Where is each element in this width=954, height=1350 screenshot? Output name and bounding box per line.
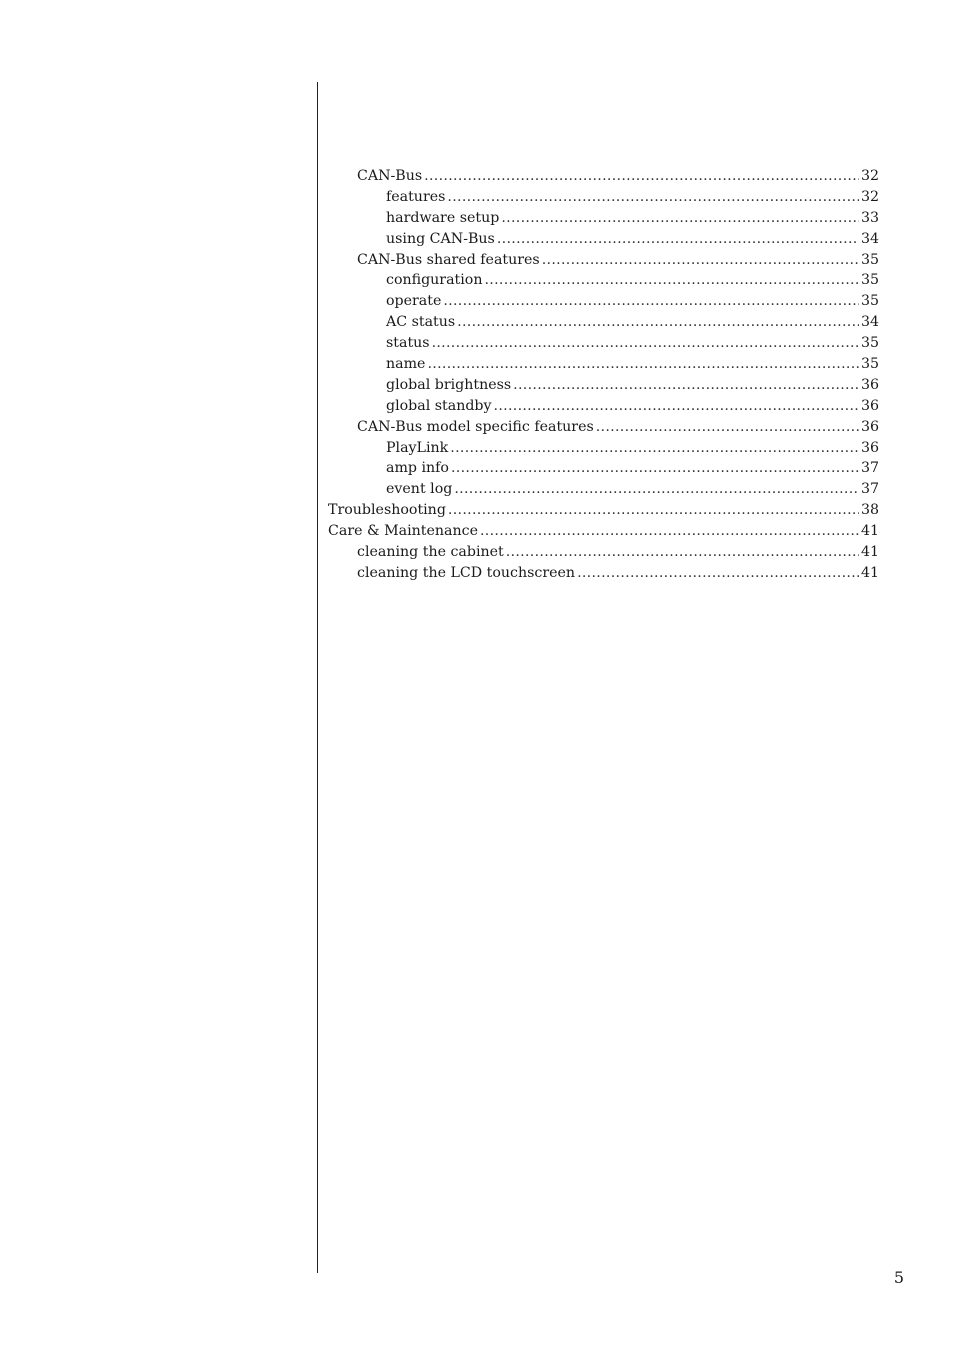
toc-dot-leader (457, 312, 859, 333)
toc-entry-page: 41 (860, 564, 879, 581)
toc-dot-leader (501, 208, 859, 229)
toc-entry-title: amp info (386, 460, 449, 477)
toc-entry-page: 35 (860, 356, 879, 373)
toc-entry-page: 36 (860, 439, 879, 456)
toc-entry-ac-status[interactable] (328, 312, 879, 333)
toc-entry-page: 32 (860, 188, 879, 205)
toc-entry-title: name (386, 356, 426, 373)
toc-entry-event-log[interactable] (328, 479, 879, 500)
toc-entry-page: 37 (860, 460, 879, 477)
toc-entry-configuration[interactable] (328, 270, 879, 291)
toc-entry-page: 41 (860, 544, 879, 561)
toc-dot-leader (577, 563, 859, 584)
toc-entry-page: 35 (860, 272, 879, 289)
toc-entry-title: CAN-Bus model specific features (357, 418, 594, 435)
toc-entry-amp-info[interactable] (328, 458, 879, 479)
toc-entry-title: Troubleshooting (328, 502, 446, 519)
toc-dot-leader (432, 333, 859, 354)
toc-entry-title: PlayLink (386, 439, 449, 456)
toc-entry-title: CAN-Bus shared features (357, 251, 540, 268)
toc-dot-leader (480, 521, 859, 542)
toc-entry-page: 32 (860, 168, 879, 184)
toc-dot-leader (542, 250, 859, 271)
toc-entry-can-bus[interactable] (328, 166, 879, 187)
toc-dot-leader (447, 187, 859, 208)
toc-entry-playlink[interactable] (328, 438, 879, 459)
toc-entry-global-standby[interactable] (328, 396, 879, 417)
toc-entry-page: 36 (860, 418, 879, 435)
vertical-divider-rule (317, 82, 318, 1273)
toc-entry-title: using CAN-Bus (386, 230, 495, 247)
toc-entry-page: 41 (860, 523, 879, 540)
toc-entry-page: 35 (860, 335, 879, 352)
toc-entry-title: hardware setup (386, 209, 500, 226)
toc-entry-cleaning-the-cabinet[interactable] (328, 542, 879, 563)
toc-entry-title: event log (386, 481, 453, 498)
toc-entry-title: features (386, 188, 446, 205)
toc-entry-title: global standby (386, 397, 492, 414)
toc-dot-leader (450, 438, 859, 459)
toc-entry-title: configuration (386, 272, 483, 289)
toc-entry-page: 34 (860, 230, 879, 247)
toc-entry-troubleshooting[interactable] (328, 500, 879, 521)
toc-entry-page: 37 (860, 481, 879, 498)
toc-entry-page: 33 (860, 209, 879, 226)
toc-dot-leader (506, 542, 859, 563)
toc-dot-leader (443, 291, 859, 312)
toc-entry-using-can-bus[interactable] (328, 229, 879, 250)
toc-entry-cleaning-the-lcd-touchscreen[interactable] (328, 563, 879, 584)
toc-entry-page: 36 (860, 376, 879, 393)
toc-entry-page: 36 (860, 397, 879, 414)
toc-entry-care-maintenance[interactable] (328, 521, 879, 542)
toc-entry-title: operate (386, 293, 442, 310)
toc-entry-global-brightness[interactable] (328, 375, 879, 396)
toc-dot-leader (454, 479, 859, 500)
toc-dot-leader (484, 270, 858, 291)
page-number: 5 (893, 1268, 904, 1287)
toc-dot-leader (494, 396, 859, 417)
toc-entry-title: global brightness (386, 376, 512, 393)
table-of-contents (328, 166, 879, 584)
toc-entry-title: Care & Maintenance (328, 523, 478, 540)
toc-dot-leader (513, 375, 859, 396)
toc-dot-leader (497, 229, 859, 250)
toc-entry-operate[interactable] (328, 291, 879, 312)
toc-dot-leader (451, 458, 859, 479)
toc-entry-features[interactable] (328, 187, 879, 208)
toc-entry-can-bus-shared-features[interactable] (328, 250, 879, 271)
toc-entry-can-bus-model-specific-features[interactable] (328, 417, 879, 438)
toc-entry-title: cleaning the LCD touchscreen (357, 564, 576, 581)
toc-dot-leader (448, 500, 859, 521)
toc-entry-page: 35 (860, 251, 879, 268)
toc-entry-status[interactable] (328, 333, 879, 354)
toc-entry-name[interactable] (328, 354, 879, 375)
toc-entry-title: AC status (386, 314, 456, 331)
toc-entry-title: status (386, 335, 430, 352)
toc-entry-page: 35 (860, 293, 879, 310)
toc-dot-leader (424, 166, 859, 187)
toc-entry-hardware-setup[interactable] (328, 208, 879, 229)
toc-entry-page: 34 (860, 314, 879, 331)
toc-dot-leader (427, 354, 858, 375)
toc-dot-leader (596, 417, 859, 438)
toc-entry-page: 38 (860, 502, 879, 519)
toc-entry-title: cleaning the cabinet (357, 544, 504, 561)
toc-entry-title: CAN-Bus (357, 168, 423, 184)
